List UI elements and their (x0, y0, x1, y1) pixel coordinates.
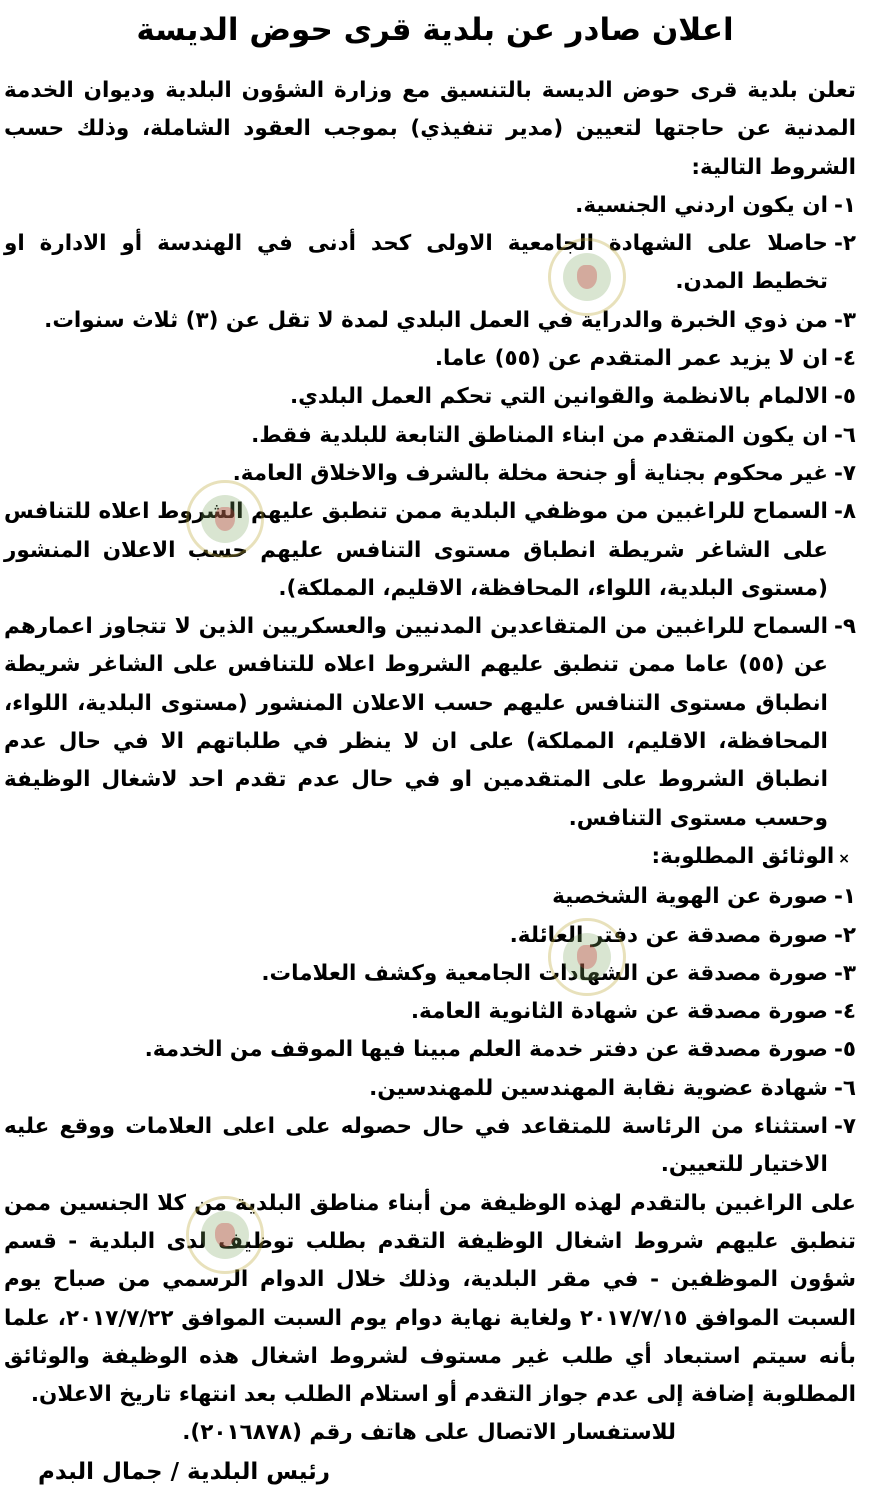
announcement-body (4, 72, 856, 1453)
condition-item (4, 225, 856, 302)
document-item (4, 1031, 856, 1069)
intro-paragraph: تعلن بلدية قرى حوض الديسة بالتنسيق مع وزارة الشؤون البلدية وديوان الخدمة المدنية عن حاجتها لتعيين (مدير تنفيذي) بموجب العقود الشاملة، وذلك حسب الشروط التالية: (4, 78, 856, 180)
documents-list (4, 878, 856, 1184)
document-item (4, 878, 856, 916)
condition-item (4, 378, 856, 416)
condition-item (4, 493, 856, 608)
document-text: شهادة عضوية نقابة المهندسين للمهندسين. (369, 1075, 828, 1101)
condition-text: ان يكون المتقدم من ابناء المناطق التابعة للبلدية فقط. (251, 422, 828, 448)
condition-text: ان لا يزيد عمر المتقدم عن (٥٥) عاما. (434, 346, 828, 372)
condition-number: ٦- (833, 422, 856, 448)
condition-item (4, 455, 856, 493)
condition-text: غير محكوم بجناية أو جنحة مخلة بالشرف والاخلاق العامة. (232, 460, 828, 486)
condition-number: ٨- (833, 499, 856, 525)
conditions-list (4, 187, 856, 838)
condition-number: ٤- (833, 346, 856, 372)
condition-number: ١- (833, 192, 856, 218)
document-text: صورة عن الهوية الشخصية (552, 884, 828, 910)
document-item (4, 1070, 856, 1108)
condition-text: حاصلا على الشهادة الجامعية الاولى كحد أدنى في الهندسة أو الادارة او تخطيط المدن. (4, 231, 828, 295)
condition-item (4, 187, 856, 225)
condition-number: ٩- (833, 614, 856, 640)
signature-line: رئيس البلدية / جمال البدم (37, 1459, 330, 1485)
condition-text: السماح للراغبين من موظفي البلدية ممن تنطبق عليهم الشروط اعلاه للتنافس على الشاغر شريطة انطباق مستوى التنافس عليهم حسب الاعلان المنشور (مستوى البلدية، اللواء، المحافظة، الاقليم، المملكة). (4, 499, 828, 601)
document-number: ٥- (833, 1037, 856, 1063)
document-item (4, 1108, 856, 1185)
document-item (4, 917, 856, 955)
condition-item (4, 340, 856, 378)
document-number: ٢- (833, 922, 856, 948)
condition-item (4, 608, 856, 838)
document-text: صورة مصدقة عن دفتر العائلة. (509, 922, 828, 948)
condition-text: الالمام بالانظمة والقوانين التي تحكم العمل البلدي. (290, 384, 828, 410)
condition-number: ٣- (833, 307, 856, 333)
document-number: ٦- (833, 1075, 856, 1101)
document-item (4, 955, 856, 993)
document-text: صورة مصدقة عن دفتر خدمة العلم مبينا فيها الموقف من الخدمة. (144, 1037, 828, 1063)
contact-line: للاستفسار الاتصال على هاتف رقم (٢٠١٦٨٧٨). (182, 1420, 676, 1446)
condition-number: ٥- (833, 384, 856, 410)
condition-text: من ذوي الخبرة والدراية في العمل البلدي لمدة لا تقل عن (٣) ثلاث سنوات. (44, 307, 828, 333)
document-number: ١- (833, 884, 856, 910)
bullet-mark-icon: × (838, 850, 850, 867)
document-item (4, 993, 856, 1031)
announcement-title: اعلان صادر عن بلدية قرى حوض الديسة (136, 12, 734, 48)
document-text: صورة مصدقة عن الشهادات الجامعية وكشف العلامات. (261, 960, 828, 986)
document-text: صورة مصدقة عن شهادة الثانوية العامة. (410, 999, 828, 1025)
condition-text: السماح للراغبين من المتقاعدين المدنيين والعسكريين الذين لا تتجاوز اعمارهم عن (٥٥) عاما ممن تنطبق عليهم الشروط اعلاه للتنافس على الشاغر شريطة انطباق مستوى التنافس عليهم حسب الاعلان المنشور (مستوى البلدية، اللواء، المحافظة، الاقليم، المملكة) على ان لا ينظر في طلباتهم الا في حال عدم انطباق الشروط على المتقدمين او في حال عدم تقدم احد لاشغال الوظيفة وحسب مستوى التنافس. (4, 614, 828, 831)
document-number: ٤- (833, 999, 856, 1025)
condition-number: ٢- (833, 231, 856, 257)
condition-number: ٧- (833, 460, 856, 486)
closing-paragraph: على الراغبين بالتقدم لهذه الوظيفة من أبناء مناطق البلدية من كلا الجنسين ممن تنطبق عليهم شروط اشغال الوظيفة التقدم بطلب توظيف لدى البلدية - قسم شؤون الموظفين - في مقر البلدية، وذلك خلال الدوام الرسمي من صباح يوم السبت الموافق ٢٠١٧/٧/١٥ ولغاية نهاية دوام يوم السبت الموافق ٢٠١٧/٧/٢٢، علما بأنه سيتم استبعاد أي طلب غير مستوف لشروط اشغال هذه الوظيفة والوثائق المطلوبة إضافة إلى عدم جواز التقدم أو استلام الطلب بعد انتهاء تاريخ الاعلان. (4, 1190, 856, 1408)
document-text: استثناء من الرئاسة للمتقاعد في حال حصوله على اعلى العلامات ووقع عليه الاختيار للتعيين. (4, 1114, 828, 1178)
condition-item (4, 302, 856, 340)
condition-item (4, 417, 856, 455)
condition-text: ان يكون اردني الجنسية. (575, 192, 828, 218)
documents-heading-text: الوثائق المطلوبة: (651, 843, 835, 869)
documents-heading (4, 838, 856, 878)
document-number: ٧- (833, 1114, 856, 1140)
document-number: ٣- (833, 960, 856, 986)
